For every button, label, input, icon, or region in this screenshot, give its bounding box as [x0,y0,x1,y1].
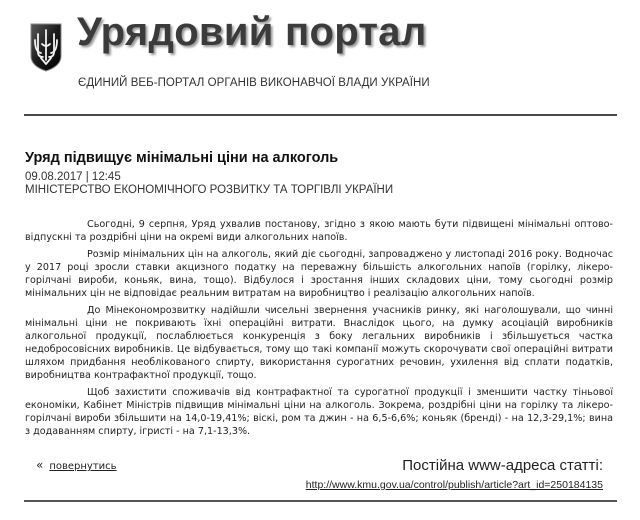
footer-divider [24,500,617,502]
article-source: МІНІСТЕРСТВО ЕКОНОМІЧНОГО РОЗВИТКУ ТА ТОРГІВЛІ УКРАЇНИ [25,184,394,196]
site-header [0,0,640,110]
article-datetime: 09.08.2017 | 12:45 [25,171,121,183]
double-chevron-left-icon: « [36,458,44,472]
permalink-label: Постійна www-адреса статті: [402,457,603,474]
article-paragraph: Розмір мінімальних цін на алкоголь, який діє сьогодні, запроваджено у листопаді 2016 року. Водночас у 2017 році зросли ставки акцизного податку на переважну більшість алкогольних напоїв (горілку, лікеро-горілчані вироби, коньяк, вина, тощо). Відбулося і зростання інших складових ціни, тому сьогодні розмір мінімальних цін не відповідає реальним витратам на виробництво і реалізацію алкогольних напоїв. [25,249,613,299]
article-paragraph: Щоб захистити споживачів від контрафактної та сурогатної продукції і зменшити частку тіньової економіки, Кабінет Міністрів підвищив мінімальні ціни на алкоголь. Зокрема, роздрібні ціни на горілку та лікеро-горілчані вироби збільшити на 14,0-19,41%; віскі, ром та джин - на 6,5-6,6%; коньяк (бренді) - на 12,3-29,1%; вина з додаванням спирту, ігристі - на 7,1-13,3%. [25,387,613,437]
back-link[interactable]: повернутись [49,461,117,472]
back-link-container [36,458,117,472]
article-title: Уряд підвищує мінімальні ціни на алкоголь [25,150,339,166]
header-divider [24,114,617,116]
article-meta [25,171,393,197]
site-subtitle: ЄДИНИЙ ВЕБ-ПОРТАЛ ОРГАНІВ ВИКОНАВЧОЇ ВЛАДИ УКРАЇНИ [78,77,430,89]
article-paragraph: Сьогодні, 9 серпня, Уряд ухвалив постанову, згідно з якою мають бути підвищені мінімальні оптово-відпускні та роздрібні ціни на окремі види алкогольних напоїв. [25,219,613,243]
permalink-url[interactable]: http://www.kmu.gov.ua/control/publish/article?art_id=250184135 [305,479,603,491]
trident-emblem-icon[interactable] [29,22,63,72]
article-paragraph: До Мінекономрозвитку надійшли чисельні звернення учасників ринку, які наголошували, що чинні мінімальні ціни не покривають їхні операційні витрати. Внаслідок цього, на думку асоціацій виробників алкогольної продукції, послаблюється конкуренція з боку легальних виробників і збільшується частка недобросовісних виробників. Це відбувається, тому що такі компанії можуть скорочувати свої операційні витрати шляхом придбання необлікованого спирту, використання сурогатних речовин, ухилення від сплати податків, виробництва контрафактної продукції, тощо. [25,305,613,381]
article-body [25,218,613,442]
site-title[interactable]: Урядовий портал [77,10,427,54]
